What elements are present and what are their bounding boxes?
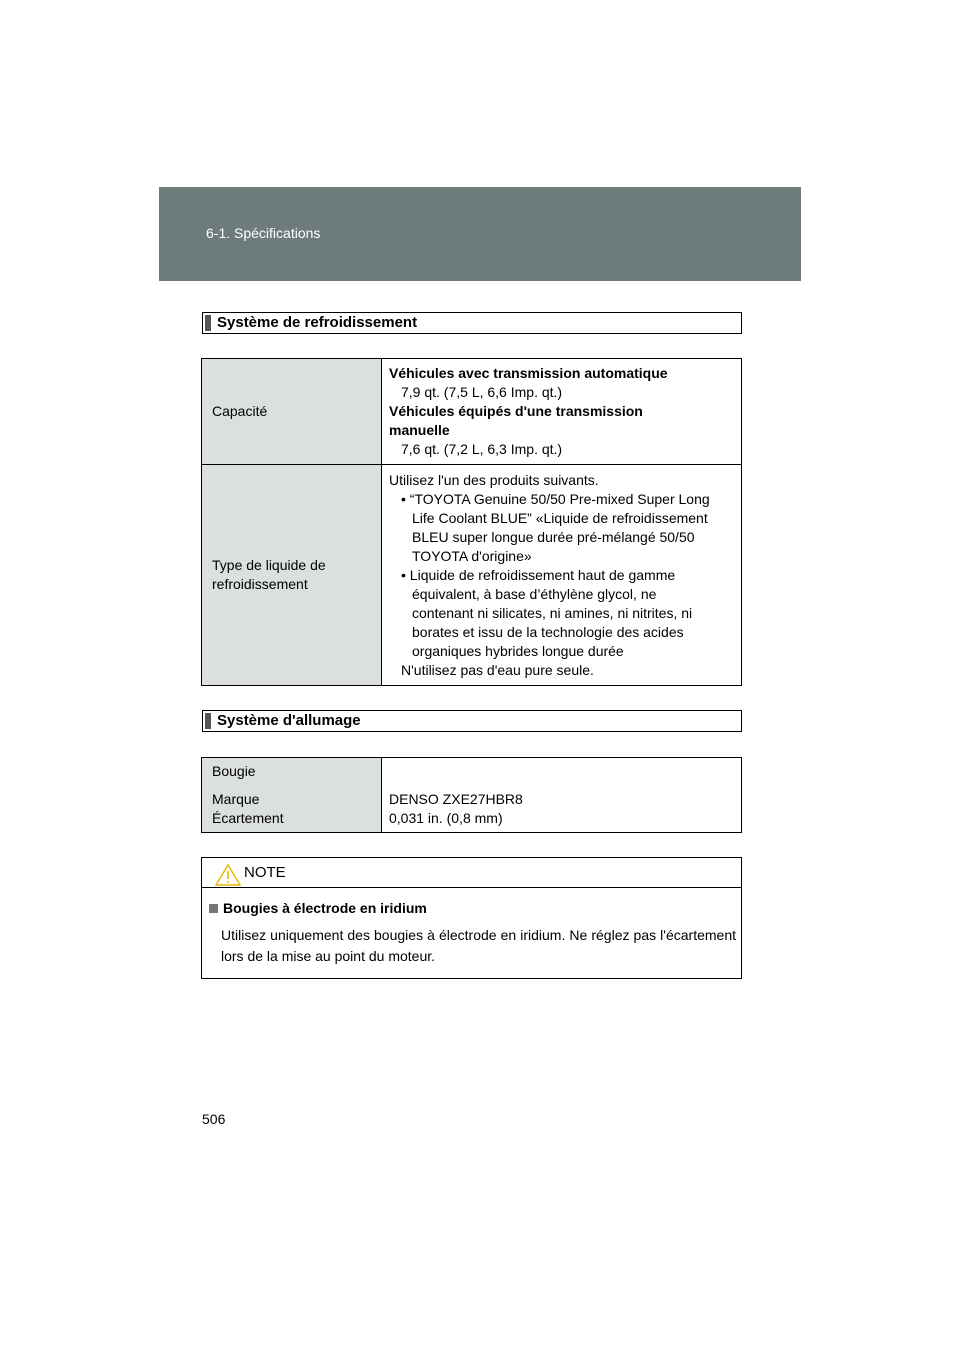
note-header (202, 858, 741, 888)
coolant-bullet-2-cont: équivalent, à base d’éthylène glycol, ne (412, 585, 657, 602)
table-row (202, 465, 742, 686)
coolant-bullet-2-cont: borates et issu de la technologie des acides (412, 623, 684, 640)
ignition-section-title: Système d'allumage (217, 712, 361, 729)
spark-plug-value (382, 758, 742, 833)
spark-plug-heading: Bougie (212, 763, 256, 779)
coolant-intro: Utilisez l'un des produits suivants. (389, 471, 599, 488)
coolant-type-label-line: refroidissement (212, 576, 308, 592)
note-box (201, 857, 742, 979)
gap-label: Écartement (212, 810, 284, 826)
ignition-section-heading (202, 710, 742, 732)
page-number: 506 (202, 1111, 226, 1127)
coolant-type-value (382, 465, 742, 686)
manual-trans-label: Véhicules équipés d'une transmission (389, 403, 643, 419)
coolant-bullet-2-cont: organiques hybrides longue durée (412, 642, 624, 659)
note-subtitle-row (209, 900, 427, 916)
gap-value: 0,031 in. (0,8 mm) (389, 810, 503, 826)
auto-trans-label: Véhicules avec transmission automatique (389, 365, 668, 381)
coolant-bullet-2-cont: contenant ni silicates, ni amines, ni nitrites, ni (412, 604, 693, 621)
capacity-label: Capacité (202, 359, 382, 465)
manual-trans-value: 7,6 qt. (7,2 L, 6,3 Imp. qt.) (401, 441, 563, 457)
coolant-bullet-2: • Liquide de refroidissement haut de gamme (401, 566, 676, 583)
heading-bar (205, 315, 211, 331)
manual-trans-label-cont: manuelle (389, 422, 450, 438)
note-label: NOTE (244, 864, 286, 881)
cooling-section-heading (202, 312, 742, 334)
coolant-bullet-1-cont: BLEU super longue durée pré-mélangé 50/50 (412, 528, 695, 545)
coolant-outro: N'utilisez pas d'eau pure seule. (401, 661, 594, 678)
coolant-bullet-1-cont: Life Coolant BLUE” «Liquide de refroidissement (412, 509, 708, 526)
note-subtitle: Bougies à électrode en iridium (223, 900, 427, 916)
make-value: DENSO ZXE27HBR8 (389, 791, 523, 807)
note-text: Utilisez uniquement des bougies à électrode en iridium. Ne réglez pas l'écartement lors de la mise au point du moteur. (221, 927, 736, 964)
coolant-type-label (202, 465, 382, 686)
make-label: Marque (212, 791, 260, 807)
coolant-type-label-line: Type de liquide de (212, 557, 326, 573)
coolant-bullet-1: • “TOYOTA Genuine 50/50 Pre-mixed Super Long (401, 490, 710, 507)
section-title: 6-1. Spécifications (206, 225, 321, 241)
auto-trans-value: 7,9 qt. (7,5 L, 6,6 Imp. qt.) (401, 384, 563, 400)
table-row (202, 359, 742, 465)
heading-bar (205, 713, 211, 729)
capacity-value (382, 359, 742, 465)
ignition-spec-table (201, 757, 742, 833)
spark-plug-label (202, 758, 382, 833)
cooling-section-title: Système de refroidissement (217, 314, 418, 331)
coolant-bullet-1-cont: TOYOTA d'origine» (412, 547, 532, 564)
warning-triangle-icon (215, 864, 241, 886)
square-bullet-icon (209, 904, 218, 913)
header-band (159, 187, 801, 281)
cooling-spec-table (201, 358, 742, 686)
table-row (202, 758, 742, 833)
